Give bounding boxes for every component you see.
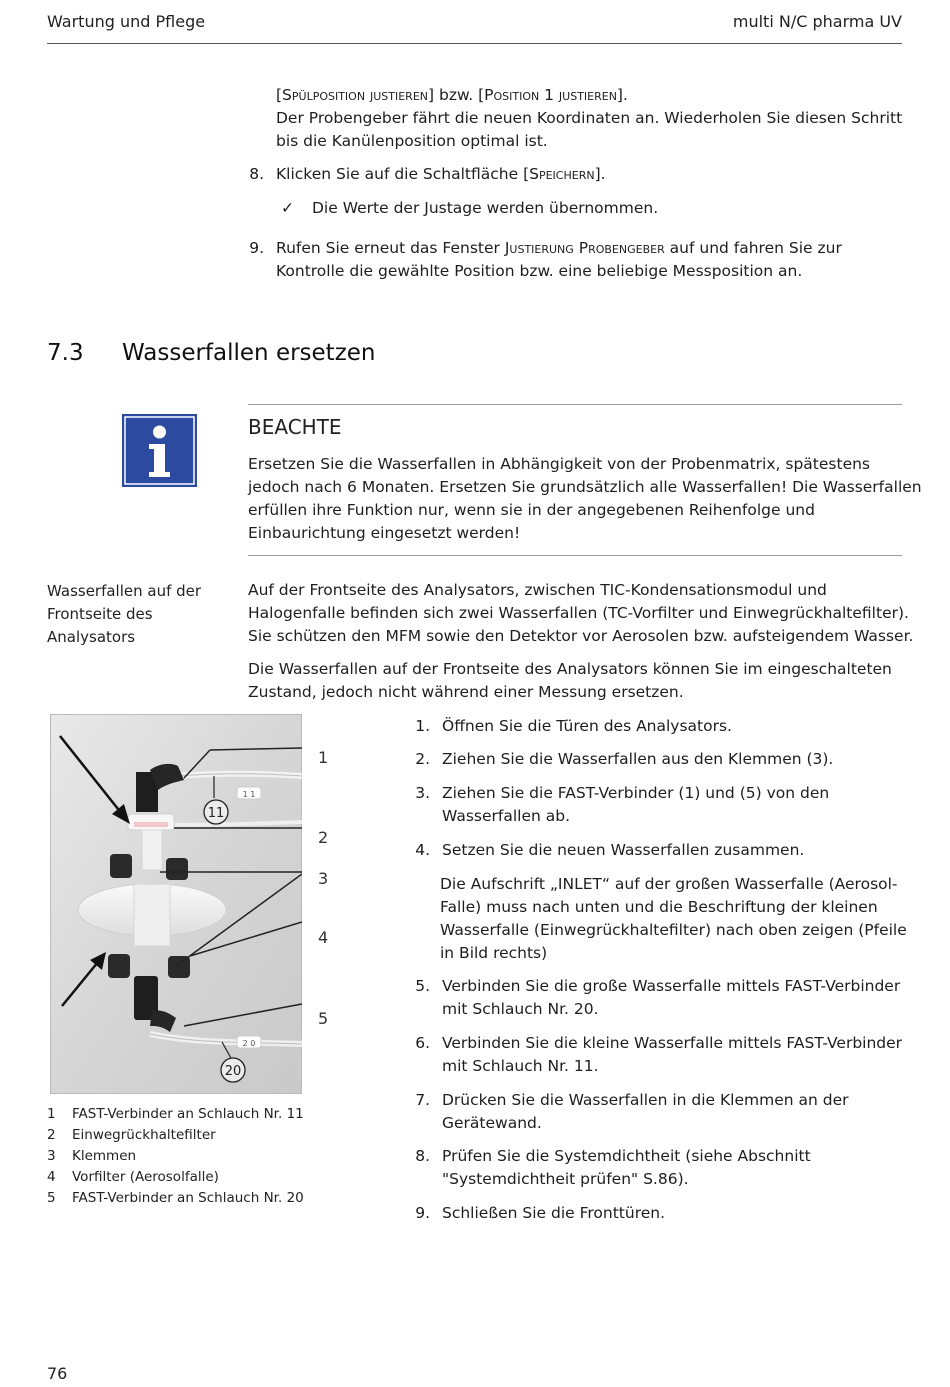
legend-item [47, 1104, 304, 1125]
callout-1: 1 [318, 748, 329, 767]
page-number: 76 [47, 1364, 68, 1383]
paragraph-line: Zustand, jedoch nicht während einer Messung ersetzen. [248, 683, 684, 701]
tube-tag: 1 1 [242, 790, 256, 799]
paragraph-line: Sie schützen den MFM sowie den Detektor vor Aerosolen bzw. aufsteigendem Wasser. [248, 627, 914, 645]
callout-4: 4 [318, 928, 329, 947]
step-number: 9. [249, 239, 264, 257]
step-text-a: Klicken Sie auf die Schaltfläche [276, 165, 524, 183]
step-number: 5. [415, 977, 430, 995]
intro-line-1 [276, 84, 628, 107]
callout-5: 5 [318, 1009, 329, 1028]
menu-ref-speichern: [Speichern] [523, 165, 601, 183]
checkmark-icon: ✓ [281, 199, 294, 217]
intro-line-2: Der Probengeber fährt die neuen Koordinaten an. Wiederholen Sie diesen Schritt [276, 109, 903, 127]
step-text: Gerätewand. [442, 1114, 542, 1132]
step-text: Schließen Sie die Fronttüren. [442, 1204, 666, 1222]
step-text: mit Schlauch Nr. 20. [442, 1000, 599, 1018]
legend-item [47, 1125, 216, 1146]
menu-ref-justierung: Justierung Probengeber [504, 239, 665, 257]
tube-label-20: 20 [224, 1064, 242, 1079]
step-number: 1. [415, 717, 430, 735]
step-text: Ziehen Sie die Wasserfallen aus den Klemmen (3). [442, 750, 834, 768]
notice-top-rule [248, 404, 902, 405]
notice-line: Einbaurichtung eingesetzt werden! [248, 524, 521, 542]
step-number: 3. [415, 784, 430, 802]
step-text-line-1 [276, 237, 842, 260]
running-header-left: Wartung und Pflege [47, 12, 206, 31]
step-text: Ziehen Sie die FAST-Verbinder (1) und (5) von den [442, 784, 830, 802]
menu-ref-spuelposition: [Spülposition justieren] [276, 86, 435, 104]
step-text-a: Rufen Sie erneut das Fenster [276, 239, 505, 257]
result-text: Die Werte der Justage werden übernommen. [312, 199, 659, 217]
step-note-line: Wasserfalle (Einwegrückhaltefilter) nach oben zeigen (Pfeile [440, 921, 907, 939]
step-text: Verbinden Sie die große Wasserfalle mittels FAST-Verbinder [442, 977, 901, 995]
step-note-line: Falle) muss nach unten und die Beschriftung der kleinen [440, 898, 878, 916]
legend-text: FAST-Verbinder an Schlauch Nr. 11 [72, 1106, 304, 1122]
step-text: Wasserfallen ab. [442, 807, 571, 825]
step-text: Verbinden Sie die kleine Wasserfalle mittels FAST-Verbinder [442, 1034, 903, 1052]
legend-item [47, 1188, 304, 1209]
paragraph-line: Halogenfalle befinden sich zwei Wasserfallen (TC-Vorfilter und Einwegrückhaltefilter). [248, 604, 909, 622]
step-text: Drücken Sie die Wasserfallen in die Klemmen an der [442, 1091, 849, 1109]
header-rule [47, 43, 902, 44]
step-note-line: in Bild rechts) [440, 944, 548, 962]
margin-note-line: Analysators [47, 628, 136, 646]
step-number: 2. [415, 750, 430, 768]
legend-text: Vorfilter (Aerosolfalle) [72, 1169, 219, 1185]
intro-line-3: bis die Kanülenposition optimal ist. [276, 132, 548, 150]
legend-text: FAST-Verbinder an Schlauch Nr. 20 [72, 1190, 304, 1206]
step-number: 6. [415, 1034, 430, 1052]
step-number: 7. [415, 1091, 430, 1109]
legend-number: 4 [47, 1169, 56, 1185]
legend-item [47, 1167, 219, 1188]
step-number: 8. [249, 165, 264, 183]
legend-number: 2 [47, 1127, 56, 1143]
paragraph-line: Auf der Frontseite des Analysators, zwischen TIC-Kondensationsmodul und [248, 581, 827, 599]
step-text: mit Schlauch Nr. 11. [442, 1057, 599, 1075]
margin-note-line: Frontseite des [47, 605, 153, 623]
step-number: 8. [415, 1147, 430, 1165]
step-text: Setzen Sie die neuen Wasserfallen zusammen. [442, 841, 805, 859]
notice-line: jedoch nach 6 Monaten. Ersetzen Sie grundsätzlich alle Wasserfallen! Die Wasserfallen [248, 478, 922, 496]
water-trap-photo [50, 714, 302, 1094]
intro-conjunction: bzw. [434, 86, 479, 104]
notice-line: Ersetzen Sie die Wasserfallen in Abhängigkeit von der Probenmatrix, spätestens [248, 455, 871, 473]
info-icon [122, 414, 197, 487]
running-header-right: multi N/C pharma UV [732, 12, 902, 31]
legend-text: Einwegrückhaltefilter [72, 1127, 216, 1143]
step-text-b: auf und fahren Sie zur [664, 239, 842, 257]
legend-number: 5 [47, 1190, 56, 1206]
step-number: 9. [415, 1204, 430, 1222]
legend-number: 1 [47, 1106, 56, 1122]
legend-text: Klemmen [72, 1148, 137, 1164]
legend-item [47, 1146, 136, 1167]
tube-label-11: 11 [207, 806, 225, 821]
step-number: 4. [415, 841, 430, 859]
menu-ref-position1: [Position 1 justieren]. [478, 86, 628, 104]
tube-tag: 2 0 [242, 1039, 256, 1048]
notice-title: BEACHTE [248, 415, 342, 439]
notice-line: erfüllen ihre Funktion nur, wenn sie in der angegebenen Reihenfolge und [248, 501, 815, 519]
margin-note [47, 580, 227, 649]
step-note-line: Die Aufschrift „INLET“ auf der großen Wasserfalle (Aerosol- [440, 875, 898, 893]
step-text: "Systemdichtheit prüfen" S.86). [442, 1170, 689, 1188]
margin-note-line: Wasserfallen auf der [47, 582, 202, 600]
section-number: 7.3 [47, 340, 84, 366]
notice-bottom-rule [248, 555, 902, 556]
step-text [276, 163, 606, 186]
step-text: Öffnen Sie die Türen des Analysators. [442, 717, 732, 735]
step-text-b: . [600, 165, 606, 183]
step-text-line-2: Kontrolle die gewählte Position bzw. eine beliebige Messposition an. [276, 262, 803, 280]
callout-2: 2 [318, 828, 329, 847]
paragraph-line: Die Wasserfallen auf der Frontseite des Analysators können Sie im eingeschalteten [248, 660, 892, 678]
section-title: Wasserfallen ersetzen [122, 340, 376, 366]
callout-3: 3 [318, 869, 329, 888]
step-text: Prüfen Sie die Systemdichtheit (siehe Abschnitt [442, 1147, 811, 1165]
legend-number: 3 [47, 1148, 56, 1164]
